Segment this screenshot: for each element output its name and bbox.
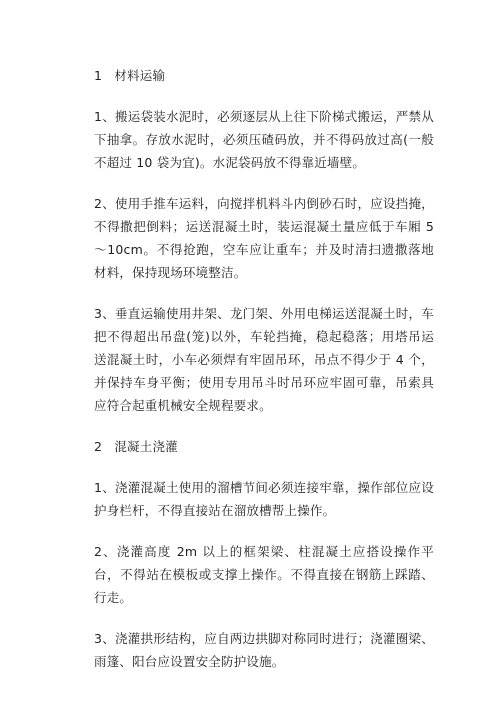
paragraph: 3、垂直运输使用井架、龙门架、外用电梯运送混凝土时，车把不得超出吊盘(笼)以外，车轮挡掩，稳起稳落；用塔吊运送混凝土时，小车必须焊有牢固吊环，吊点不得少于 4 个，并保持车身平衡；使用专用吊斗时吊环应牢固可靠，吊索具应符合起重机械安全规程要求。 bbox=[94, 306, 434, 413]
section-heading-concrete-pouring bbox=[94, 435, 434, 458]
section-number: 1 bbox=[94, 68, 103, 83]
section-number: 2 bbox=[94, 439, 103, 454]
paragraph: 1、搬运袋装水泥时，必须逐层从上往下阶梯式搬运，严禁从下抽拿。存放水泥时，必须压碴码放，并不得码放过高(一般不超过 10 袋为宜)。水泥袋码放不得靠近墙壁。 bbox=[94, 109, 434, 170]
paragraph: 3、浇灌拱形结构，应自两边拱脚对称同时进行；浇灌圈梁、雨篷、阳台应设置安全防护设施。 bbox=[94, 631, 434, 669]
paragraph: 2、使用手推车运料，向搅拌机料斗内倒砂石时，应设挡掩，不得撒把倒料；运送混凝土时，装运混凝土量应低于车厢 5～10cm。不得抢跑，空车应让重车；并及时清扫遗撒落地材料，保持现场环境整洁。 bbox=[94, 196, 434, 280]
paragraph: 1、浇灌混凝土使用的溜槽节间必须连接牢靠，操作部位应设护身栏杆，不得直接站在溜放槽帮上操作。 bbox=[94, 480, 434, 518]
paragraph: 2、浇灌高度 2m 以上的框架梁、柱混凝土应搭设操作平台，不得站在模板或支撑上操作。不得直接在钢筋上踩踏、行走。 bbox=[94, 544, 434, 605]
section-title: 材料运输 bbox=[114, 68, 166, 83]
document-body bbox=[94, 64, 434, 691]
section-heading-materials-transport bbox=[94, 64, 434, 87]
section-title: 混凝土浇灌 bbox=[114, 439, 178, 454]
